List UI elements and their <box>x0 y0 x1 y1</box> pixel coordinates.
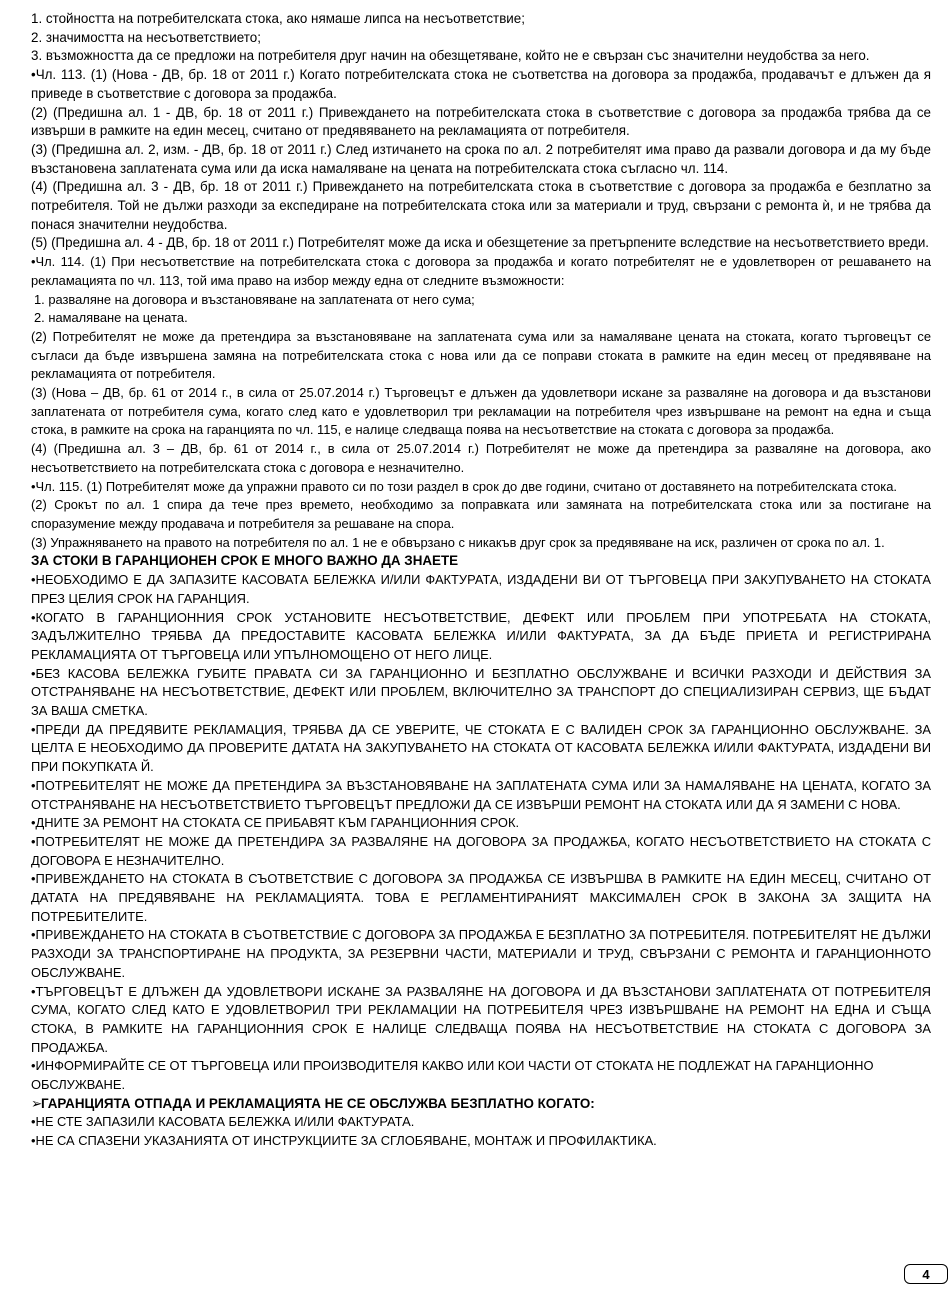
arrow-bullet-icon: ➢ <box>31 1095 43 1111</box>
document-body <box>31 10 931 1151</box>
paragraph: •ПРИВЕЖДАНЕТО НА СТОКАТА В СЪОТВЕТСТВИЕ С ДОГОВОРА ЗА ПРОДАЖБА СЕ ИЗВЪРШВА В РАМКИТЕ НА ЕДИН МЕСЕЦ, СЧИТАНО ОТ ДАТАТА НА ПРЕДЯВЯВАНЕ НА РЕКЛАМАЦИЯТА. ТОВА Е РЕГЛАМЕНТИРАНИЯТ МАКСИМАЛЕН СРОК В ЗАКОНА ЗА ЗАЩИТА НА ПОТРЕБИТЕЛИТЕ. <box>31 871 931 924</box>
warranty-void-item: •НЕ СА СПАЗЕНИ УКАЗАНИЯТА ОТ ИНСТРУКЦИИТЕ ЗА СГЛОБЯВАНЕ, МОНТАЖ И ПРОФИЛАКТИКА. <box>31 1133 657 1149</box>
paragraph: •БЕЗ КАСОВА БЕЛЕЖКА ГУБИТЕ ПРАВАТА СИ ЗА ГАРАНЦИОННО И БЕЗПЛАТНО ОБСЛУЖВАНЕ И ВСИЧКИ РАЗХОДИ И ДЕЙСТВИЯ ЗА ОТСТРАНЯВАНЕ НА НЕСЪОТВЕТСТВИЕ, ДЕФЕКТ ИЛИ ПРОБЛЕМ, ВКЛЮЧИТЕЛНО ЗА ТРАНСПОРТ ДО СПЕЦИАЛИЗИРАН СЕРВИЗ, ЩЕ БЪДАТ ЗА ВАША СМЕТКА. <box>31 665 931 719</box>
paragraph: •Чл. 115. (1) Потребителят може да упражни правото си по този раздел в срок до две години, считано от доставянето на потребителската стока. <box>31 478 897 494</box>
paragraph: •ТЪРГОВЕЦЪТ Е ДЛЪЖЕН ДА УДОВЛЕТВОРИ ИСКАНЕ ЗА РАЗВАЛЯНЕ НА ДОГОВОРА И ДА ВЪЗСТАНОВИ ЗАПЛАТЕНАТА ОТ ПОТРЕБИТЕЛЯ СУМА, КОГАТО СЛЕД КАТО Е УДОВЛЕТВОРИЛ ТРИ РЕКЛАМАЦИИ НА ПОТРЕБИТЕЛЯ ЧРЕЗ ИЗВЪРШВАНЕ НА РЕМОНТ НА ЕДНА И СЪЩА СТОКА, В РАМКИТЕ НА ГАРАНЦИОННИЯ СРОК Е НАЛИЦЕ СЛЕДВАЩА ПОЯВА НА НЕСЪОТВЕТСТВИЕ НА СТОКАТА С ДОГОВОРА ЗА ПРОДАЖБА. <box>31 983 931 1055</box>
warranty-void-heading-text: ГАРАНЦИЯТА ОТПАДА И РЕКЛАМАЦИЯТА НЕ СЕ ОБСЛУЖВА БЕЗПЛАТНО КОГАТО: <box>41 1095 595 1111</box>
paragraph: (3) (Нова – ДВ, бр. 61 от 2014 г., в сила от 25.07.2014 г.) Търговецът е длъжен да удовлетвори искане за разваляне на договора и да възстанови заплатената от потребителя сума, когато след като е удовлетворил три рекламации на потребителя чрез извършване на ремонт на една и съща стока, в рамките на срока на гаранцията по чл. 115, е налице следваща поява на несъответствие на стоката с договора за продажба. <box>31 385 931 438</box>
paragraph: •ПОТРЕБИТЕЛЯТ НЕ МОЖЕ ДА ПРЕТЕНДИРА ЗА ВЪЗСТАНОВЯВАНЕ НА ЗАПЛАТЕНАТА СУМА ИЛИ ЗА НАМАЛЯВАНЕ НА ЦЕНАТА, КОГАТО ЗА ОТСТРАНЯВАНЕ НА НЕСЪОТВЕТСТВИЕТО ТЪРГОВЕЦЪТ ПРЕДЛОЖИ ДА СЕ ИЗВЪРШИ РЕМОНТ НА СТОКАТА ИЛИ ДА Я ЗАМЕНИ С НОВА. <box>31 777 931 812</box>
page-number: 4 <box>904 1264 948 1284</box>
paragraph: •ПРИВЕЖДАНЕТО НА СТОКАТА В СЪОТВЕТСТВИЕ С ДОГОВОРА ЗА ПРОДАЖБА Е БЕЗПЛАТНО ЗА ПОТРЕБИТЕЛЯ. ПОТРЕБИТЕЛЯТ НЕ ДЪЛЖИ РАЗХОДИ ЗА ТРАНСПОРТИРАНЕ НА ПРОДУКТА, ЗА РЕЗЕРВНИ ЧАСТИ, МАТЕРИАЛИ И ТРУД, СВЪРЗАНИ С РЕМОНТА И ГАРАНЦИОННОТО ОБСЛУЖВАНЕ. <box>31 927 931 980</box>
paragraph: (2) (Предишна ал. 1 - ДВ, бр. 18 от 2011 г.) Привеждането на потребителската стока в съответствие с договора за продажба трябва да се извърши в рамките на един месец, считано от предявяването на рекламацията от потребителя. <box>31 104 931 139</box>
paragraph: 3. възможността да се предложи на потребителя друг начин на обезщетяване, който не е свързан със значителни неудобства за него. <box>31 48 870 64</box>
paragraph: (5) (Предишна ал. 4 - ДВ, бр. 18 от 2011 г.) Потребителят може да иска и обезщетение за претърпените вследствие на несъответствието вреди. <box>31 235 930 251</box>
paragraph: •Чл. 114. (1) При несъответствие на потребителската стока с договора за продажба и когато потребителят не е удовлетворен от решаването на рекламацията по чл. 113, той има право на избор между една от следните възможности: <box>31 254 931 288</box>
paragraph: (4) (Предишна ал. 3 - ДВ, бр. 18 от 2011 г.) Привеждането на потребителската стока в съответствие с договора за продажба е безплатно за потребителя. Той не дължи разходи за експедиране на потребителската стока или за материали и труд, свързани с ремонта ѝ, и не трябва да понася значителни неудобства. <box>31 179 931 232</box>
paragraph: •ИНФОРМИРАЙТЕ СЕ ОТ ТЪРГОВЕЦА ИЛИ ПРОИЗВОДИТЕЛЯ КАКВО ИЛИ КОИ ЧАСТИ ОТ СТОКАТА НЕ ПОДЛЕЖАТ НА ГАРАНЦИОННО ОБСЛУЖВАНЕ. <box>31 1058 874 1093</box>
paragraph: •Чл. 113. (1) (Нова - ДВ, бр. 18 от 2011 г.) Когато потребителската стока не съответства на договора за продажба, продавачът е длъжен да я приведе в съответствие с договора за продажба. <box>31 67 931 101</box>
paragraph: 1. разваляне на договора и възстановяване на заплатената от него сума; <box>34 291 475 307</box>
section-heading: ЗА СТОКИ В ГАРАНЦИОНЕН СРОК Е МНОГО ВАЖНО ДА ЗНАЕТЕ <box>31 553 459 569</box>
paragraph: •КОГАТО В ГАРАНЦИОННИЯ СРОК УСТАНОВИТЕ НЕСЪОТВЕТСТВИЕ, ДЕФЕКТ ИЛИ ПРОБЛЕМ ПРИ УПОТРЕБАТА НА СТОКАТА, ЗАДЪЛЖИТЕЛНО ТРЯБВА ДА ПРЕДОСТАВИТЕ КАСОВАТА БЕЛЕЖКА И/ИЛИ ФАКТУРАТА, ЗА ДА БЪДЕ ПРИЕТА И РЕГИСТРИРАНА РЕКЛАМАЦИЯТА ОТ ТЪРГОВЕЦА ИЛИ УПЪЛНОМОЩЕНО ОТ НЕГО ЛИЦЕ. <box>31 609 931 662</box>
paragraph: (2) Срокът по ал. 1 спира да тече през времето, необходимо за поправката или замяната на потребителската стока или за постигане на споразумение между продавача и потребителя за решаване на спора. <box>31 497 931 531</box>
paragraph-list <box>31 10 931 1095</box>
warranty-void-item: •НЕ СТЕ ЗАПАЗИЛИ КАСОВАТА БЕЛЕЖКА И/ИЛИ ФАКТУРАТА. <box>31 1114 415 1130</box>
paragraph: 2. намаляване на цената. <box>34 310 188 326</box>
paragraph: (3) (Предишна ал. 2, изм. - ДВ, бр. 18 от 2011 г.) След изтичането на срока по ал. 2 потребителят има право да развали договора и да му бъде възстановена заплатената сума или да иска намаляване на цената на потребителската стока съгласно чл. 114. <box>31 141 931 176</box>
paragraph: •ПОТРЕБИТЕЛЯТ НЕ МОЖЕ ДА ПРЕТЕНДИРА ЗА РАЗВАЛЯНЕ НА ДОГОВОРА ЗА ПРОДАЖБА, КОГАТО НЕСЪОТВЕТСТВИЕТО НА СТОКАТА С ДОГОВОРА Е НЕЗНАЧИТЕЛНО. <box>31 833 931 868</box>
paragraph: 1. стойността на потребителската стока, ако нямаше липса на несъответствие; <box>31 11 525 26</box>
warranty-void-heading <box>31 1095 931 1114</box>
paragraph: •НЕОБХОДИМО Е ДА ЗАПАЗИТЕ КАСОВАТА БЕЛЕЖКА И/ИЛИ ФАКТУРАТА, ИЗДАДЕНИ ВИ ОТ ТЪРГОВЕЦА ПРИ ЗАКУПУВАНЕТО НА СТОКАТА ПРЕЗ ЦЕЛИЯ СРОК НА ГАРАНЦИЯ. <box>31 572 931 606</box>
paragraph: •ПРЕДИ ДА ПРЕДЯВИТЕ РЕКЛАМАЦИЯ, ТРЯБВА ДА СЕ УВЕРИТЕ, ЧЕ СТОКАТА Е С ВАЛИДЕН СРОК ЗА ГАРАНЦИОННО ОБСЛУЖВАНЕ. ЗА ЦЕЛТА Е НЕОБХОДИМО ДА ПРОВЕРИТЕ ДАТАТА НА ЗАКУПУВАНЕТО НА СТОКАТА ОТ КАСОВАТА БЕЛЕЖКА И/ИЛИ ФАКТУРАТА, ИЗДАДЕНИ ВИ ПРИ ПОКУПКАТА Й. <box>31 721 931 775</box>
paragraph: (2) Потребителят не може да претендира за възстановяване на заплатената сума или за намаляване цената на стоката, когато търговецът се съгласи да бъде извършена замяна на потребителската стока с нова или да се поправи стоката в рамките на един месец от предявяване на рекламацията от потребителя. <box>31 328 931 382</box>
paragraph: (3) Упражняването на правото на потребителя по ал. 1 не е обвързано с никакъв друг срок за предявяване на иск, различен от срока по ал. 1. <box>31 534 885 550</box>
paragraph: (4) (Предишна ал. 3 – ДВ, бр. 61 от 2014 г., в сила от 25.07.2014 г.) Потребителят не може да претендира за разваляне на договора, ако несъответствието на потребителската стока с договора е незначително. <box>31 441 931 475</box>
paragraph: 2. значимостта на несъответствието; <box>31 29 261 45</box>
paragraph: •ДНИТЕ ЗА РЕМОНТ НА СТОКАТА СЕ ПРИБАВЯТ КЪМ ГАРАНЦИОННИЯ СРОК. <box>31 815 520 831</box>
